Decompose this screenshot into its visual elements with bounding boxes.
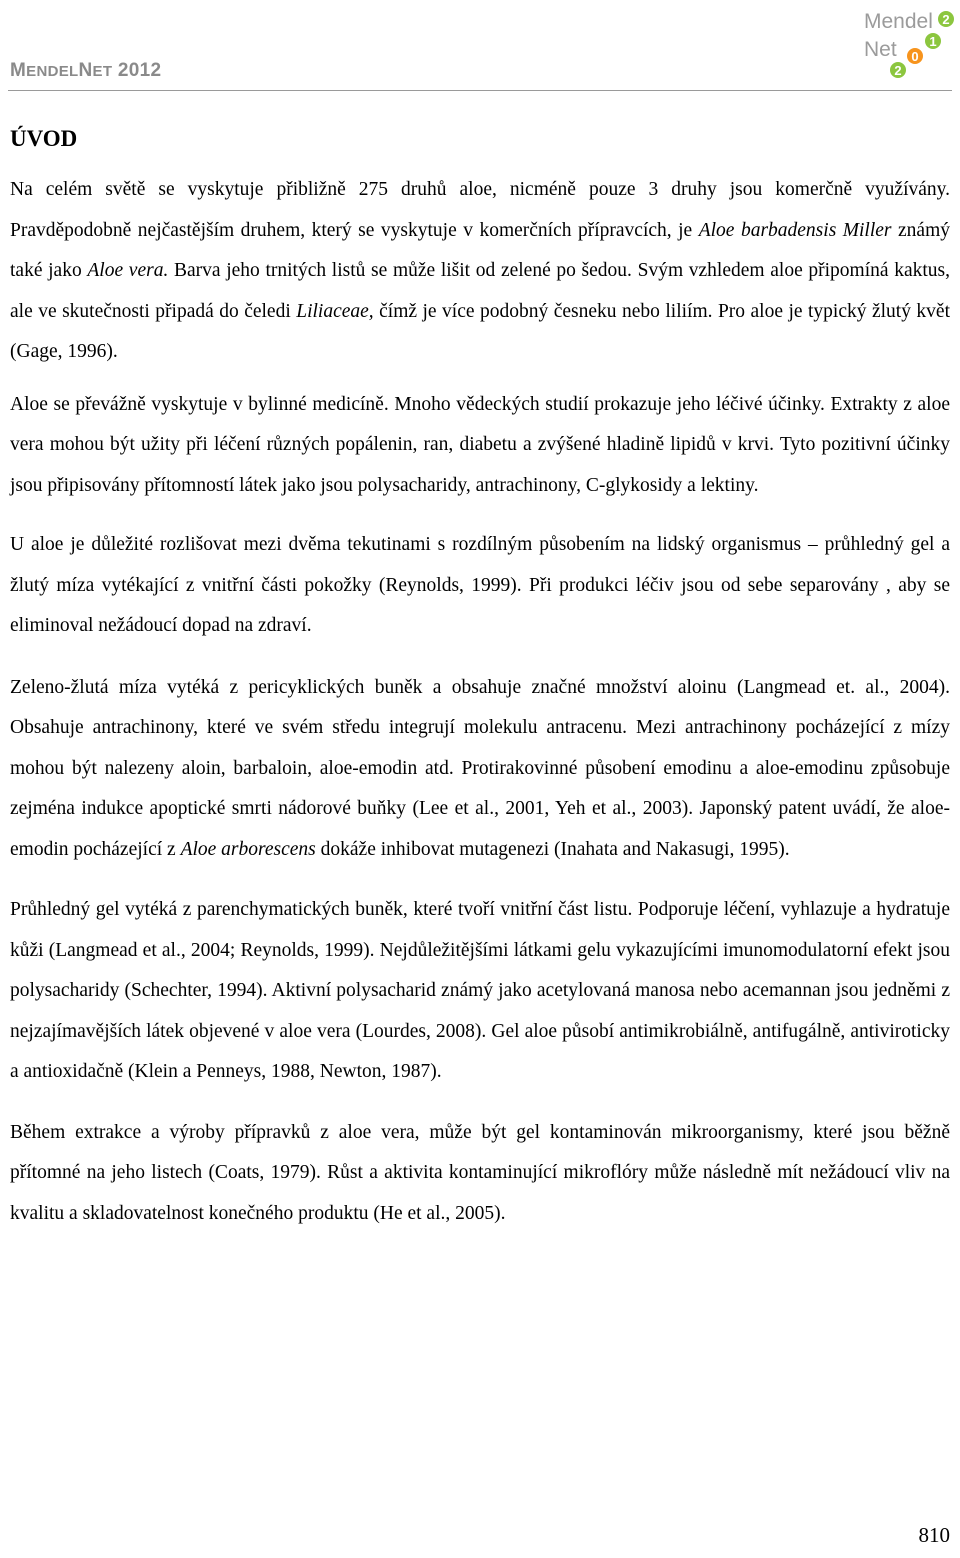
- paragraph: [10, 890, 950, 1093]
- running-title-letter: N: [78, 60, 93, 81]
- mendelnet-logo: [862, 6, 954, 84]
- text-run: dokáže inhibovat mutagenezi (Inahata and Nakasugi, 1995).: [315, 838, 790, 860]
- section-title: ÚVOD: [10, 126, 78, 151]
- logo-digit: 1: [929, 34, 937, 49]
- paragraph: [10, 1113, 950, 1235]
- page-number: 810: [918, 1523, 950, 1547]
- text-run: Na celém světě se vyskytuje přibližně 275 druhů aloe, nicméně pouze 3 druhy jsou komerčně využívány. Pravděpodobně nejčastějším druhem, který se vyskytuje v komerčních přípravcích, je: [10, 179, 950, 241]
- italic-term: Liliaceae,: [296, 300, 374, 322]
- logo-digit: 0: [911, 49, 919, 64]
- paragraph: [10, 668, 950, 871]
- body-text: [10, 170, 950, 1252]
- logo-digit: 2: [894, 63, 902, 78]
- running-title-year: 2012: [112, 60, 162, 81]
- running-title: [10, 60, 161, 82]
- paragraph: [10, 385, 950, 507]
- text-run: známý také jako: [10, 219, 950, 281]
- text-run: Zeleno-žlutá míza vytéká z pericyklických buněk a obsahuje značné množství aloinu (Langmead et. al., 2004). Obsahuje antrachinony, které ve svém středu integrují molekulu antracenu. Mezi antrachinony pocházející z mízy mohou být nalezeny aloin, barbaloin, aloe-emodin atd. Protirakovinné působení emodinu a aloe-emodinu způsobuje zejména indukce apoptické smrti nádorové buňky (Lee et al., 2001, Yeh et al., 2003). Japonský patent uvádí, že aloe-emodin pocházející z: [10, 676, 950, 860]
- italic-term: Aloe arborescens: [180, 838, 316, 860]
- running-title-part: ET: [92, 63, 113, 80]
- text-run: U aloe je důležité rozlišovat mezi dvěma tekutinami s rozdílným působením na lidský organismus – průhledný gel a žlutý míza vytékající z vnitřní části pokožky (Reynolds, 1999). Při produkci léčiv jsou od sebe separovány , aby se eliminoval nežádoucí dopad na zdraví.: [10, 534, 950, 636]
- text-run: Aloe se převážně vyskytuje v bylinné medicíně. Mnoho vědeckých studií prokazuje jeho léčivé účinky. Extrakty z aloe vera mohou být užity při léčení různých popálenin, ran, diabetu a zvýšené hladině lipidů v krvi. Tyto pozitivní účinky jsou připisovány přítomností látek jako jsou polysacharidy, antrachinony, C-glykosidy a lektiny.: [10, 393, 950, 496]
- header-divider: [8, 90, 952, 91]
- paragraph: [10, 170, 950, 373]
- logo-word-net: Net: [864, 38, 897, 61]
- logo-word-mendel: Mendel: [864, 10, 933, 33]
- text-run: Během extrakce a výroby přípravků z aloe vera, může být gel kontaminován mikroorganismy, které jsou běžně přítomné na jeho listech (Coats, 1979). Růst a aktivita kontaminující mikroflóry může následně mít nežádoucí vliv na kvalitu a skladovatelnost konečného produktu (He et al., 2005).: [10, 1121, 950, 1224]
- logo-digit: 2: [942, 12, 950, 27]
- running-title-letter: M: [10, 60, 27, 81]
- paragraph: [10, 525, 950, 647]
- italic-term: Aloe barbadensis Miller: [698, 219, 892, 241]
- italic-term: Aloe vera.: [87, 260, 169, 281]
- text-run: čímž je více podobný česneku nebo liliím. Pro aloe je typický žlutý květ (Gage, 1996).: [10, 300, 950, 362]
- text-run: Průhledný gel vytéká z parenchymatických buněk, které tvoří vnitřní část listu. Podporuje léčení, vyhlazuje a hydratuje kůži (Langmead et al., 2004; Reynolds, 1999). Nejdůležitějšími látkami gelu vykazujícími imunomodulatorní efekt jsou polysacharidy (Schechter, 1994). Aktivní polysacharid známý jako acetylovaná manosa nebo acemannan jsou jedněmi z nejzajímavějších látek objevené v aloe vera (Lourdes, 2008). Gel aloe působí antimikrobiálně, antifugálně, antiviroticky a antioxidačně (Klein a Penneys, 1988, Newton, 1987).: [10, 899, 950, 1082]
- running-title-part: ENDEL: [26, 63, 79, 80]
- text-run: Barva jeho trnitých listů se může lišit od zelené po šedou. Svým vzhledem aloe připomíná kaktus, ale ve skutečnosti připadá do čeledi: [10, 260, 950, 322]
